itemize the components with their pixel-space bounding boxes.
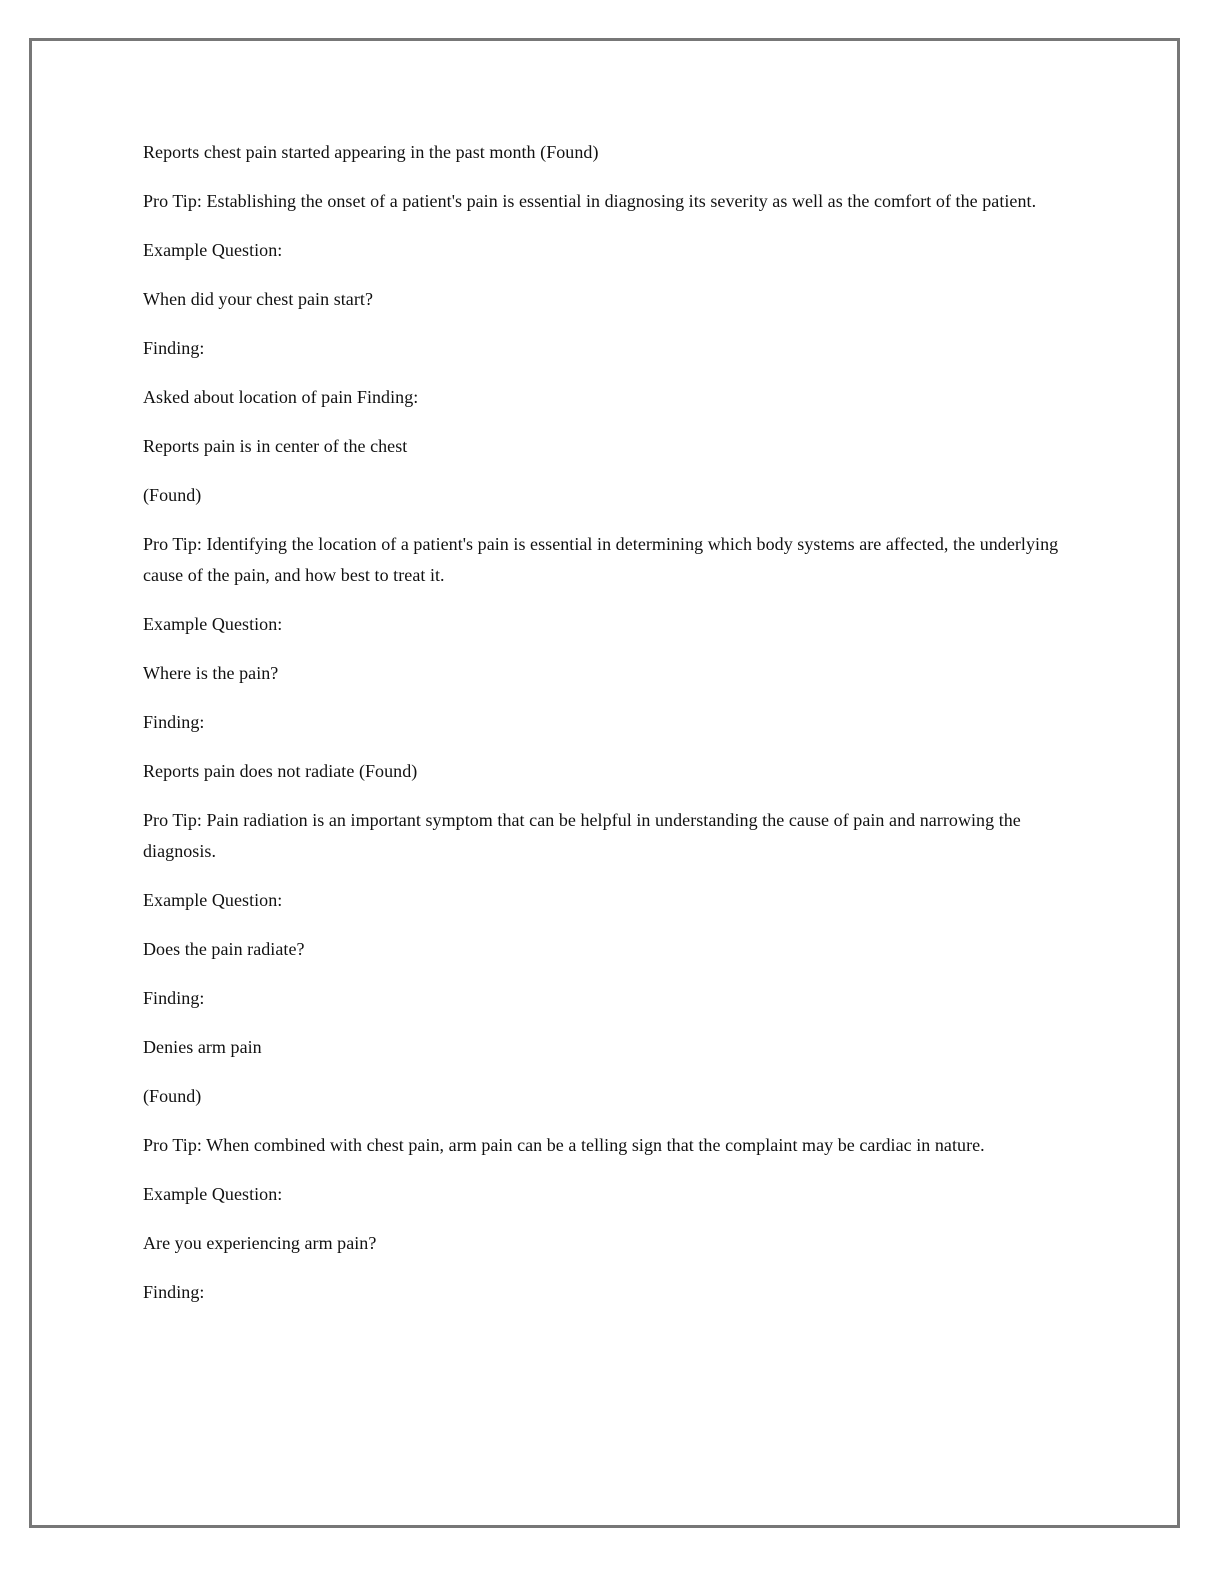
finding-location: Reports pain is in center of the chest [143, 436, 408, 456]
pro-tip-arm-pain: Pro Tip: When combined with chest pain, arm pain can be a telling sign that the complaint may be cardiac in nature. [143, 1135, 985, 1155]
document-body [143, 137, 1063, 1308]
example-question-radiation: Does the pain radiate? [143, 939, 305, 959]
finding-label: Finding: [143, 1282, 205, 1302]
finding-radiation: Reports pain does not radiate (Found) [143, 761, 418, 781]
example-question-arm-pain: Are you experiencing arm pain? [143, 1233, 377, 1253]
pro-tip-onset: Pro Tip: Establishing the onset of a patient's pain is essential in diagnosing its severity as well as the comfort of the patient. [143, 191, 1037, 211]
pro-tip-location: Pro Tip: Identifying the location of a patient's pain is essential in determining which body systems are affected, the underlying cause of the pain, and how best to treat it. [143, 534, 1059, 585]
finding-arm-pain: Denies arm pain [143, 1037, 262, 1057]
example-question-label: Example Question: [143, 890, 283, 910]
location-heading: Asked about location of pain Finding: [143, 387, 419, 407]
found-marker: (Found) [143, 485, 202, 505]
example-question-onset: When did your chest pain start? [143, 289, 373, 309]
finding-label: Finding: [143, 988, 205, 1008]
finding-onset: Reports chest pain started appearing in the past month (Found) [143, 142, 599, 162]
pro-tip-radiation: Pro Tip: Pain radiation is an important symptom that can be helpful in understanding the cause of pain and narrowing the diagnosis. [143, 810, 1021, 861]
example-question-label: Example Question: [143, 240, 283, 260]
finding-label: Finding: [143, 338, 205, 358]
example-question-label: Example Question: [143, 1184, 283, 1204]
found-marker: (Found) [143, 1086, 202, 1106]
example-question-label: Example Question: [143, 614, 283, 634]
example-question-location: Where is the pain? [143, 663, 279, 683]
finding-label: Finding: [143, 712, 205, 732]
